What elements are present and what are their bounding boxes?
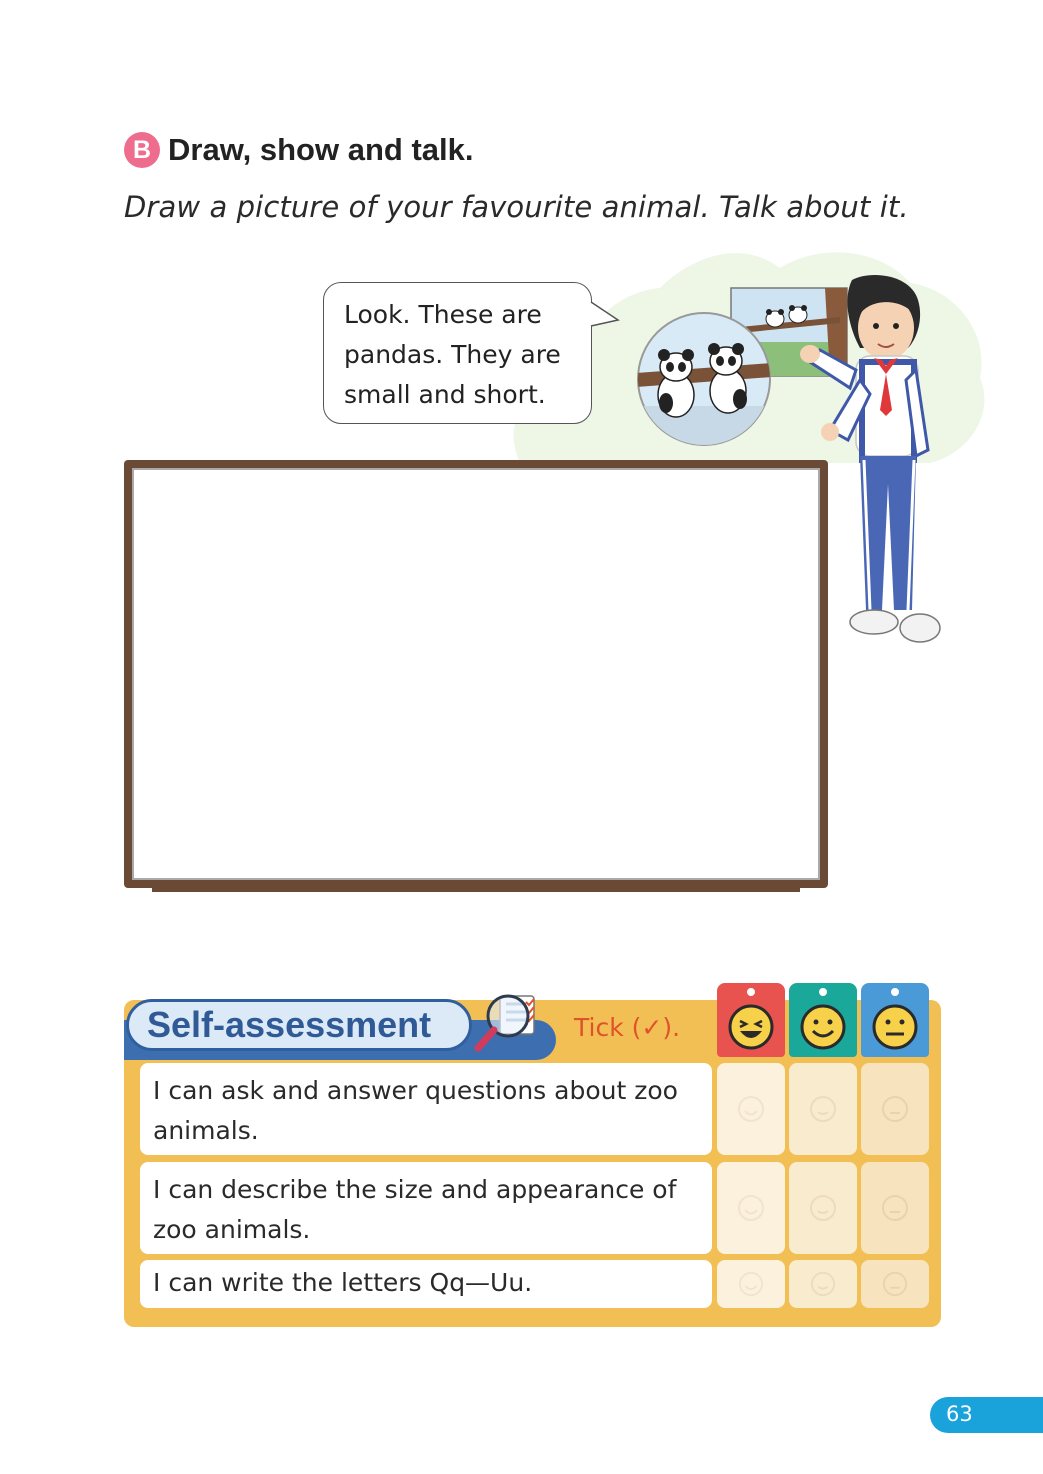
assessment-statement: I can write the letters Qq—Uu. — [140, 1260, 712, 1308]
faint-neutral-face-icon — [881, 1194, 909, 1222]
self-assessment-title: Self-assessment — [147, 1004, 432, 1045]
face-column-header-laughing — [717, 983, 785, 1057]
faint-smiling-face-icon — [810, 1271, 836, 1297]
tick-cell-laughing[interactable] — [717, 1063, 785, 1155]
tick-instruction: Tick (✓). — [574, 1013, 681, 1042]
tick-cell-smiling[interactable] — [789, 1063, 857, 1155]
section-heading — [124, 132, 473, 168]
faint-laughing-face-icon — [738, 1271, 764, 1297]
section-title: Draw, show and talk. — [168, 132, 474, 167]
magnifier-checklist-icon — [470, 990, 542, 1056]
face-column-header-neutral — [861, 983, 929, 1057]
self-assessment-title-pill — [126, 999, 472, 1051]
drawing-board[interactable] — [124, 460, 828, 888]
page-number: 63 — [946, 1402, 973, 1426]
instruction-text: Draw a picture of your favourite animal. Talk about it. — [124, 190, 909, 224]
faint-laughing-face-icon — [737, 1194, 765, 1222]
faint-laughing-face-icon — [737, 1095, 765, 1123]
tick-cell-neutral[interactable] — [861, 1162, 929, 1254]
speech-line: pandas. They are — [344, 340, 561, 369]
face-column-header-smiling — [789, 983, 857, 1057]
tick-cell-smiling[interactable] — [789, 1260, 857, 1308]
assessment-statement: I can describe the size and appearance of zoo animals. — [140, 1162, 712, 1254]
panda-closeup-image — [636, 311, 772, 447]
speech-line: small and short. — [344, 380, 546, 409]
speech-bubble-tail — [590, 300, 622, 332]
faint-neutral-face-icon — [881, 1095, 909, 1123]
section-badge: B — [124, 132, 160, 168]
assessment-statement: I can ask and answer questions about zoo animals. — [140, 1063, 712, 1155]
laughing-face-icon — [727, 1003, 775, 1051]
tick-cell-laughing[interactable] — [717, 1162, 785, 1254]
tick-cell-laughing[interactable] — [717, 1260, 785, 1308]
tick-cell-smiling[interactable] — [789, 1162, 857, 1254]
smiling-face-icon — [799, 1003, 847, 1051]
faint-neutral-face-icon — [882, 1271, 908, 1297]
neutral-face-icon — [871, 1003, 919, 1051]
tick-cell-neutral[interactable] — [861, 1260, 929, 1308]
board-ledge — [152, 886, 800, 892]
faint-smiling-face-icon — [809, 1095, 837, 1123]
speech-bubble — [323, 282, 592, 424]
tick-cell-neutral[interactable] — [861, 1063, 929, 1155]
drawing-area[interactable] — [132, 468, 820, 880]
speech-line: Look. These are — [344, 300, 542, 329]
faint-smiling-face-icon — [809, 1194, 837, 1222]
